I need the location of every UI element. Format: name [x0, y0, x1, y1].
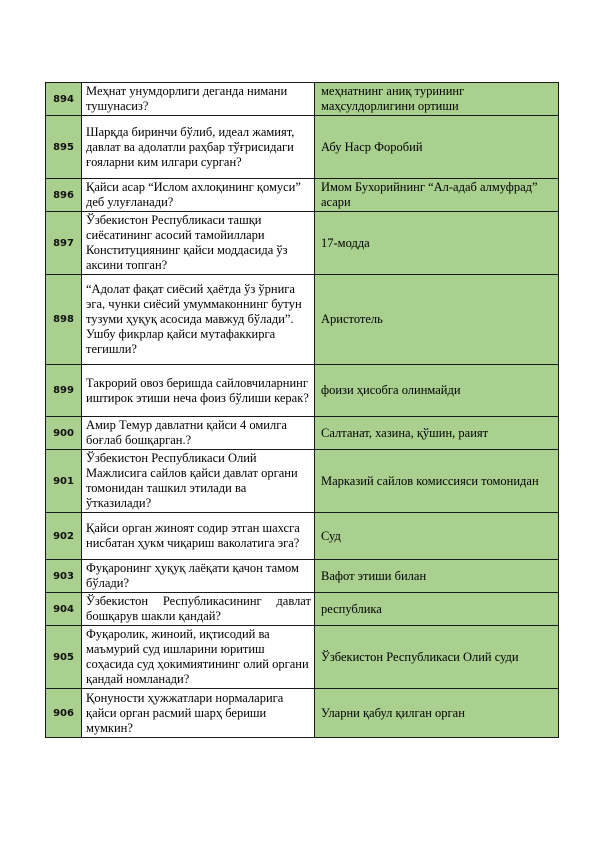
question-cell: Амир Темур давлатни қайси 4 омилга боғлаб бошқарган.?	[82, 417, 315, 450]
table-row	[46, 689, 559, 738]
question-cell: Фуқаролик, жиноий, иқтисодий ва маъмурий суд ишларини юритиш соҳасида суд ҳокимиятининг олий органи қандай номланади?	[82, 626, 315, 689]
question-cell: Ўзбекистон Республикаси Олий Мажлисига сайлов қайси давлат органи томонидан ташкил этилади ва ўтказилади?	[82, 450, 315, 513]
row-number: 899	[46, 365, 82, 417]
answer-cell: республика	[315, 593, 559, 626]
answer-cell: Абу Наср Форобий	[315, 116, 559, 179]
answer-cell: Имом Бухорийнинг “Ал-адаб алмуфрад” асари	[315, 179, 559, 212]
table-row	[46, 513, 559, 560]
table-row	[46, 560, 559, 593]
question-cell: Қонуности ҳужжатлари нормаларига қайси орган расмий шарҳ бериши мумкин?	[82, 689, 315, 738]
question-cell: Шарқда биринчи бўлиб, идеал жамият, давлат ва адолатли раҳбар тўғрисидаги ғояларни ким илгари сурган?	[82, 116, 315, 179]
question-cell: Қайси асар “Ислом ахлоқининг қомуси” деб улуғланади?	[82, 179, 315, 212]
table-row	[46, 450, 559, 513]
row-number: 895	[46, 116, 82, 179]
question-cell: Ўзбекистон Республикасининг давлат бошқарув шакли қандай?	[82, 593, 315, 626]
table-row	[46, 365, 559, 417]
question-cell: “Адолат фақат сиёсий ҳаётда ўз ўрнига эга, чунки сиёсий умуммаконнинг бутун тузуми ҳуқуқ асосида мавжуд бўлади”. Ушбу фикрлар қайси мутафаккирга тегишли?	[82, 275, 315, 365]
answer-cell: Марказий сайлов комиссияси томонидан	[315, 450, 559, 513]
row-number: 906	[46, 689, 82, 738]
answer-cell: Салтанат, хазина, қўшин, раият	[315, 417, 559, 450]
qa-table	[45, 82, 559, 738]
answer-cell: 17-модда	[315, 212, 559, 275]
question-cell: Такрорий овоз беришда сайловчиларнинг иштирок этиши неча фоиз бўлиши керак?	[82, 365, 315, 417]
row-number: 901	[46, 450, 82, 513]
table-row	[46, 593, 559, 626]
answer-cell: Уларни қабул қилган орган	[315, 689, 559, 738]
answer-cell: меҳнатнинг аниқ турининг маҳсулдорлигини ортиши	[315, 83, 559, 116]
row-number: 902	[46, 513, 82, 560]
row-number: 896	[46, 179, 82, 212]
table-row	[46, 179, 559, 212]
row-number: 897	[46, 212, 82, 275]
answer-cell: фоизи ҳисобга олинмайди	[315, 365, 559, 417]
table-row	[46, 212, 559, 275]
table-row	[46, 275, 559, 365]
row-number: 904	[46, 593, 82, 626]
table-row	[46, 626, 559, 689]
row-number: 894	[46, 83, 82, 116]
answer-cell: Аристотель	[315, 275, 559, 365]
question-cell: Меҳнат унумдорлиги деганда нимани тушунасиз?	[82, 83, 315, 116]
row-number: 900	[46, 417, 82, 450]
table-row	[46, 83, 559, 116]
row-number: 903	[46, 560, 82, 593]
row-number: 905	[46, 626, 82, 689]
answer-cell: Вафот этиши билан	[315, 560, 559, 593]
question-cell: Фуқаронинг ҳуқуқ лаёқати қачон тамом бўлади?	[82, 560, 315, 593]
row-number: 898	[46, 275, 82, 365]
answer-cell: Суд	[315, 513, 559, 560]
qa-table-body	[46, 83, 559, 738]
table-row	[46, 116, 559, 179]
table-row	[46, 417, 559, 450]
answer-cell: Ўзбекистон Республикаси Олий суди	[315, 626, 559, 689]
question-cell: Қайси орган жиноят содир этган шахсга нисбатан ҳукм чиқариш ваколатига эга?	[82, 513, 315, 560]
question-cell: Ўзбекистон Республикаси ташқи сиёсатининг асосий тамойиллари Конституциянинг қайси моддасида ўз аксини топган?	[82, 212, 315, 275]
